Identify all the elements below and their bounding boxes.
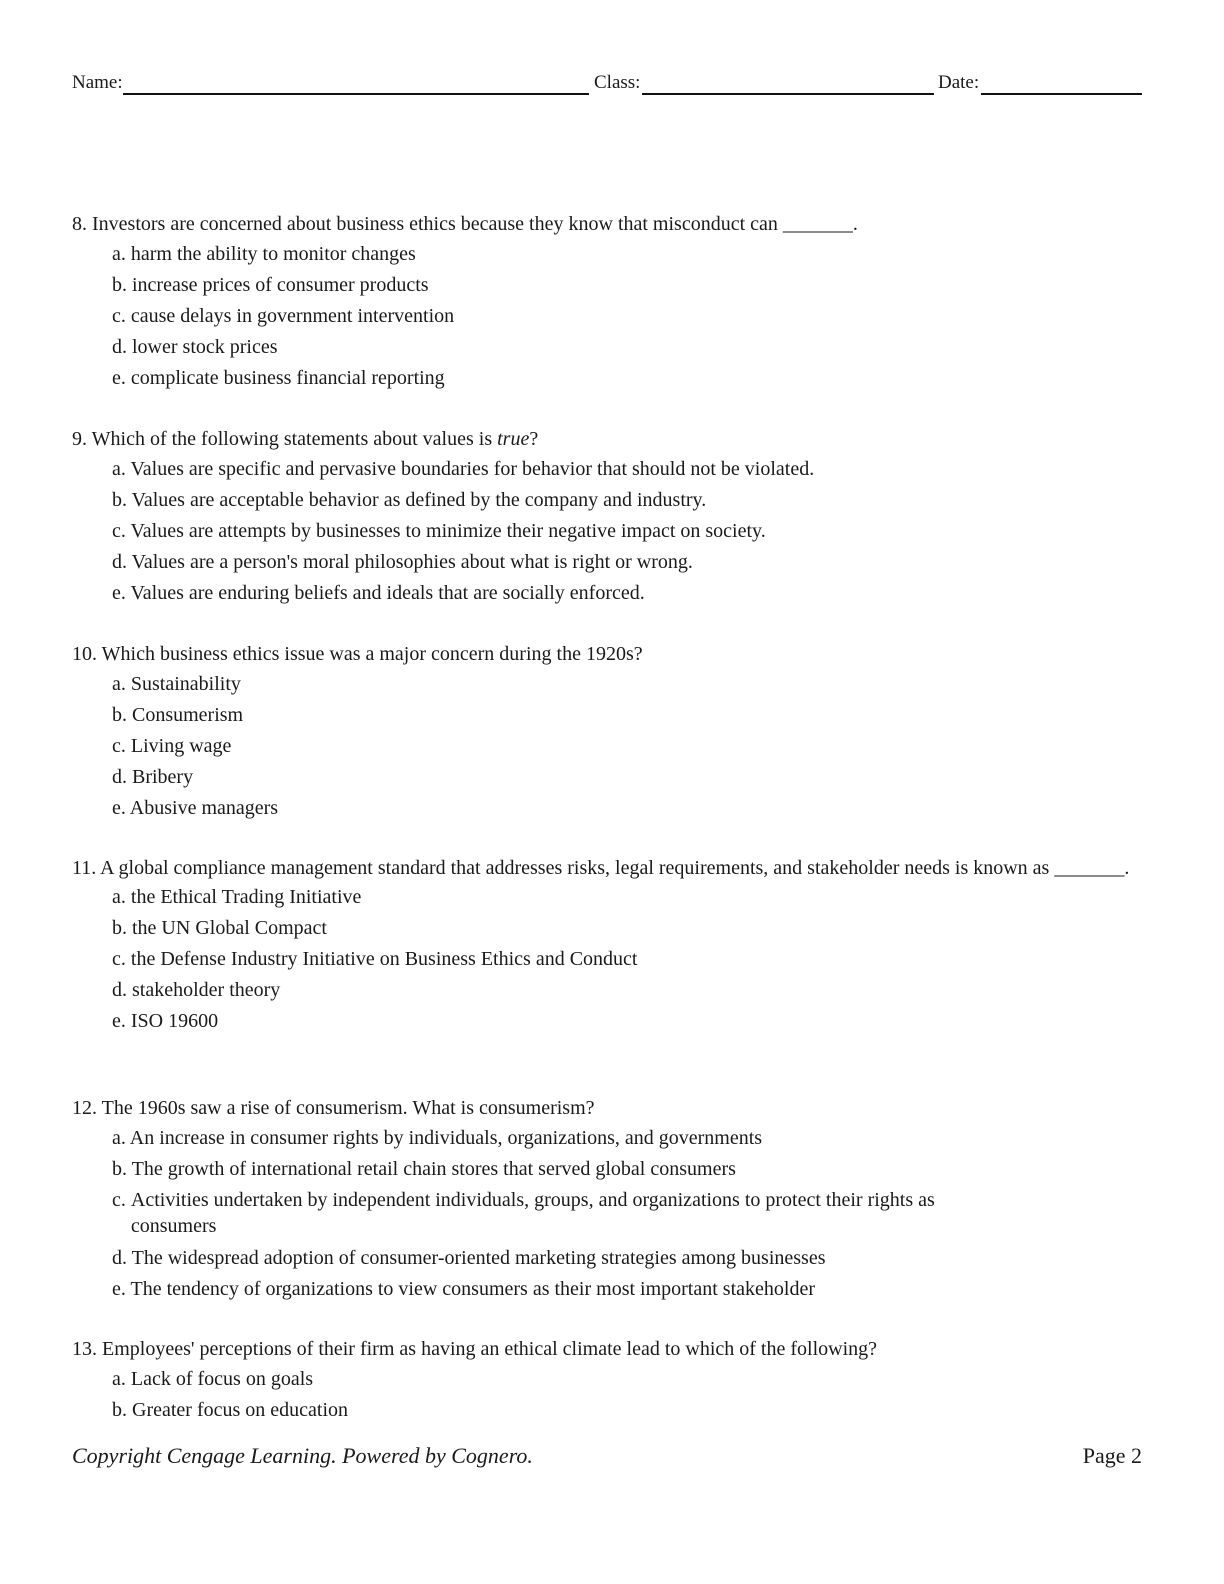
answer-option[interactable] [72, 1395, 1147, 1426]
question-number: 11. [72, 857, 97, 879]
option-letter: c. [112, 1189, 126, 1211]
option-letter: e. [112, 797, 126, 819]
answer-option[interactable] [72, 731, 1147, 762]
student-info-header [72, 70, 1142, 96]
option-letter: d. [112, 551, 127, 573]
question-text: A global compliance management standard that addresses risks, legal requirements, and stakeholder needs is known as _______. [100, 857, 1130, 879]
answer-option[interactable] [72, 882, 1147, 913]
option-text: The widespread adoption of consumer-oriented marketing strategies among businesses [131, 1247, 826, 1269]
option-text: Consumerism [132, 704, 244, 726]
question-stem [72, 854, 1147, 882]
class-field[interactable] [642, 93, 934, 95]
question-8 [72, 209, 1147, 394]
option-letter: c. [112, 305, 126, 327]
date-field[interactable] [981, 93, 1142, 95]
option-text: lower stock prices [132, 336, 278, 358]
question-12 [72, 1093, 1147, 1305]
option-text: Activities undertaken by independent individuals, groups, and organizations to protect their rights as consumers [130, 1189, 935, 1237]
option-text: the Defense Industry Initiative on Business Ethics and Conduct [130, 948, 638, 970]
question-number: 9. [72, 428, 87, 450]
option-letter: a. [112, 243, 126, 265]
option-letter: e. [112, 1278, 126, 1300]
option-letter: a. [112, 886, 126, 908]
option-text: Bribery [132, 766, 194, 788]
page-number: Page 2 [1082, 1443, 1142, 1468]
question-text: Which business ethics issue was a major concern during the 1920s? [101, 643, 643, 665]
question-number: 12. [72, 1097, 97, 1119]
option-text: Values are a person's moral philosophies about what is right or wrong. [131, 551, 693, 573]
question-text: The 1960s saw a rise of consumerism. What is consumerism? [101, 1097, 595, 1119]
option-letter: d. [112, 336, 127, 358]
option-text: Values are attempts by businesses to minimize their negative impact on society. [130, 520, 766, 542]
question-stem [72, 424, 1147, 454]
option-letter: c. [112, 948, 126, 970]
option-text: Sustainability [130, 673, 241, 695]
date-label: Date: [938, 72, 980, 93]
option-text: Values are enduring beliefs and ideals that are socially enforced. [130, 582, 645, 604]
option-letter: c. [112, 520, 126, 542]
option-text: The tendency of organizations to view consumers as their most important stakeholder [130, 1278, 815, 1300]
option-text: The growth of international retail chain stores that served global consumers [131, 1158, 736, 1180]
name-field[interactable] [123, 93, 589, 95]
option-letter: b. [112, 1158, 127, 1180]
answer-option[interactable] [72, 363, 1147, 394]
option-letter: b. [112, 917, 127, 939]
answer-option[interactable] [72, 1123, 1147, 1154]
answer-option[interactable] [72, 332, 1147, 363]
option-letter: b. [112, 489, 127, 511]
answer-option[interactable] [72, 975, 1147, 1006]
answer-option[interactable] [72, 516, 1147, 547]
question-text: Investors are concerned about business ethics because they know that misconduct can _______. [92, 213, 858, 235]
option-text: complicate business financial reporting [130, 367, 445, 389]
option-letter: e. [112, 582, 126, 604]
question-stem [72, 1093, 1147, 1123]
question-stem [72, 639, 1147, 669]
option-text: An increase in consumer rights by individuals, organizations, and governments [129, 1127, 763, 1149]
question-10 [72, 639, 1147, 824]
option-letter: d. [112, 1247, 127, 1269]
option-letter: b. [112, 1399, 127, 1421]
answer-option[interactable] [72, 1364, 1147, 1395]
option-letter: a. [112, 673, 126, 695]
option-letter: a. [112, 1127, 126, 1149]
option-text: the Ethical Trading Initiative [130, 886, 362, 908]
option-text: the UN Global Compact [132, 917, 327, 939]
class-label: Class: [594, 72, 641, 93]
option-text: Lack of focus on goals [130, 1368, 314, 1390]
option-letter: a. [112, 458, 126, 480]
answer-option[interactable] [72, 1154, 1147, 1185]
option-text: Abusive managers [129, 797, 279, 819]
option-text: Greater focus on education [132, 1399, 349, 1421]
option-letter: a. [112, 1368, 126, 1390]
question-9 [72, 424, 1147, 609]
option-letter: e. [112, 367, 126, 389]
option-letter: d. [112, 766, 127, 788]
question-emphasis: true [497, 428, 530, 450]
answer-option[interactable] [72, 270, 1147, 301]
question-stem [72, 209, 1147, 239]
answer-option[interactable] [72, 1185, 1147, 1243]
option-text: stakeholder theory [132, 979, 281, 1001]
option-text: increase prices of consumer products [132, 274, 429, 296]
question-stem [72, 1334, 1147, 1364]
answer-option[interactable] [72, 1274, 1147, 1305]
question-text: Employees' perceptions of their firm as having an ethical climate lead to which of the following? [102, 1338, 878, 1360]
option-letter: b. [112, 704, 127, 726]
answer-option[interactable] [72, 1243, 1147, 1274]
answer-option[interactable] [72, 762, 1147, 793]
copyright-text: Copyright Cengage Learning. Powered by Cognero. [72, 1443, 533, 1468]
question-11 [72, 854, 1147, 1037]
answer-option[interactable] [72, 239, 1147, 270]
option-letter: e. [112, 1010, 126, 1032]
question-text-end: ? [529, 428, 539, 450]
question-text: Which of the following statements about values is [91, 428, 498, 450]
question-13 [72, 1334, 1147, 1426]
answer-option[interactable] [72, 1006, 1147, 1037]
option-text: harm the ability to monitor changes [130, 243, 416, 265]
option-text: ISO 19600 [130, 1010, 219, 1032]
question-number: 10. [72, 643, 97, 665]
question-number: 8. [72, 213, 87, 235]
option-text: Values are specific and pervasive boundaries for behavior that should not be violated. [130, 458, 815, 480]
option-letter: b. [112, 274, 127, 296]
option-text: cause delays in government intervention [130, 305, 455, 327]
answer-option[interactable] [72, 913, 1147, 944]
answer-option[interactable] [72, 793, 1147, 824]
answer-option[interactable] [72, 485, 1147, 516]
question-number: 13. [72, 1338, 97, 1360]
answer-option[interactable] [72, 547, 1147, 578]
option-text: Living wage [130, 735, 232, 757]
answer-option[interactable] [72, 669, 1147, 700]
answer-option[interactable] [72, 454, 1147, 485]
option-text: Values are acceptable behavior as defined by the company and industry. [131, 489, 707, 511]
option-letter: c. [112, 735, 126, 757]
name-label: Name: [72, 72, 123, 93]
answer-option[interactable] [72, 301, 1147, 332]
option-letter: d. [112, 979, 127, 1001]
answer-option[interactable] [72, 578, 1147, 609]
answer-option[interactable] [72, 700, 1147, 731]
answer-option[interactable] [72, 944, 1147, 975]
